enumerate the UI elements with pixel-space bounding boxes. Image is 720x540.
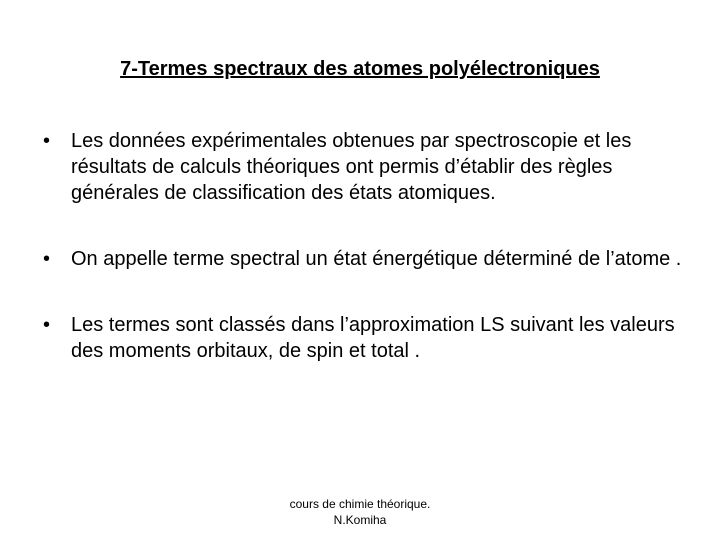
footer-author: N.Komiha <box>333 513 387 527</box>
slide-title: 7-Termes spectraux des atomes polyélectroniques <box>120 58 600 80</box>
bullet-icon: • <box>43 314 51 336</box>
bullet-icon: • <box>43 248 51 270</box>
bullet-item <box>43 312 693 364</box>
bullet-icon: • <box>43 130 51 152</box>
slide-footer <box>240 496 480 528</box>
footer-course: cours de chimie théorique. <box>289 497 431 511</box>
bullet-list <box>43 128 693 364</box>
bullet-text: On appelle terme spectral un état énergétique déterminé de l’atome . <box>71 248 682 270</box>
bullet-item <box>43 128 693 206</box>
bullet-text: Les données expérimentales obtenues par spectroscopie et les résultats de calculs théoriques ont permis d’établir des règles générales de classification des états atomiques. <box>71 130 632 204</box>
bullet-item <box>43 246 693 272</box>
bullet-text: Les termes sont classés dans l’approximation LS suivant les valeurs des moments orbitaux, de spin et total . <box>71 314 675 362</box>
